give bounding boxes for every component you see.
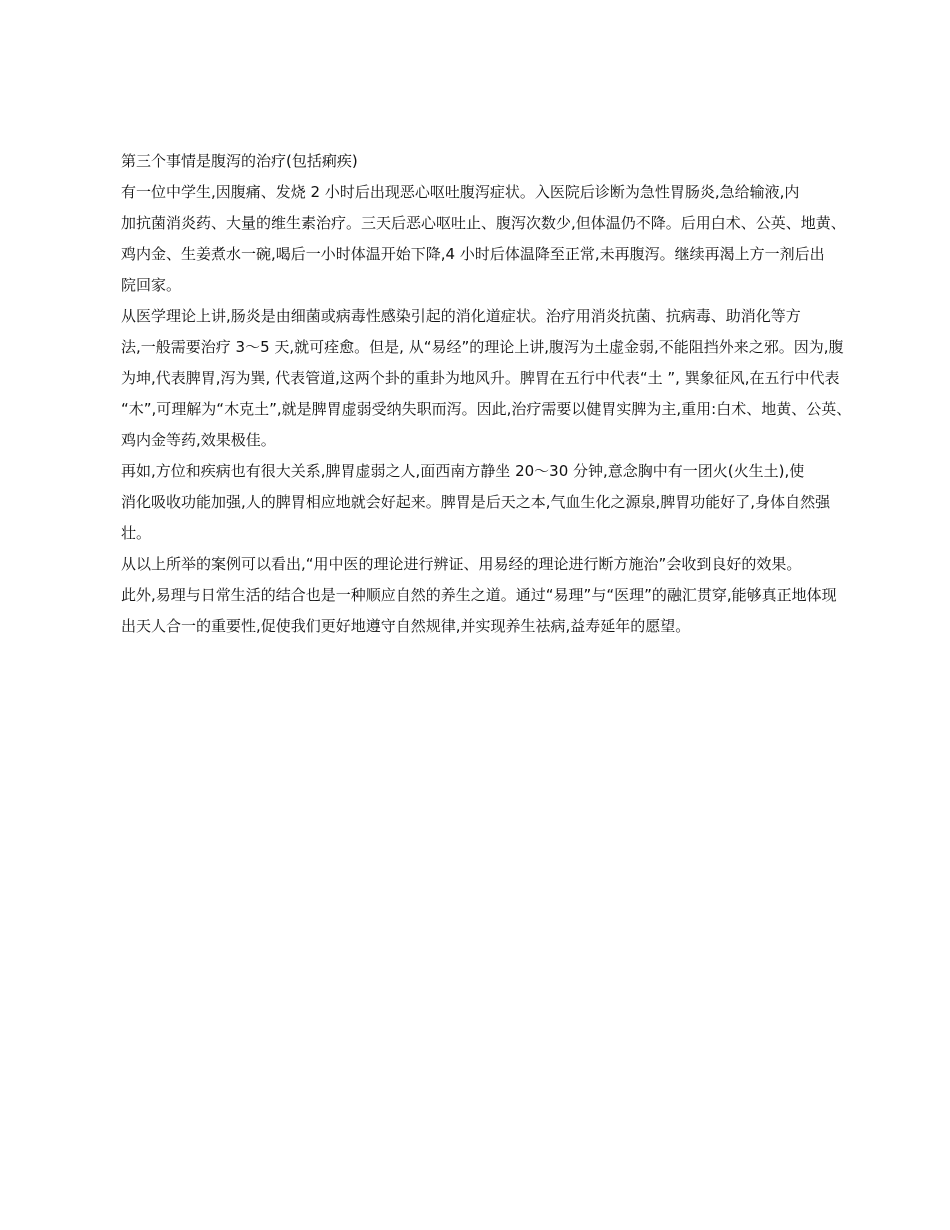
paragraph-line: 为坤,代表脾胃,泻为巽, 代表管道,这两个卦的重卦为地风升。脾胃在五行中代表“土 ”, 巽象征风,在五行中代表	[121, 369, 840, 387]
paragraph-line: “木”,可理解为“木克土”,就是脾胃虚弱受纳失职而泻。因此,治疗需要以健胃实脾为主,重用:白术、地黄、公英、	[121, 400, 852, 418]
paragraph-line: 再如,方位和疾病也有很大关系,脾胃虚弱之人,面西南方静坐 20～30 分钟,意念胸中有一团火(火生土),使	[121, 462, 805, 480]
paragraph-line: 此外,易理与日常生活的结合也是一种顺应自然的养生之道。通过“易理”与“医理”的融汇贯穿,能够真正地体现	[121, 586, 837, 604]
paragraph-line: 院回家。	[121, 276, 182, 294]
paragraph-line: 法,一般需要治疗 3～5 天,就可痊愈。但是, 从“易经”的理论上讲,腹泻为土虚金弱,不能阻挡外来之邪。因为,腹	[121, 338, 844, 356]
paragraph-line: 从以上所举的案例可以看出,“用中医的理论进行辨证、用易经的理论进行断方施治”会收到良好的效果。	[121, 555, 802, 573]
paragraph-3	[89, 301, 861, 456]
paragraph-line: 鸡内金、生姜煮水一碗,喝后一小时体温开始下降,4 小时后体温降至正常,未再腹泻。继续再渴上方一剂后出	[121, 245, 825, 263]
paragraph-line: 有一位中学生,因腹痛、发烧 2 小时后出现恶心呕吐腹泻症状。入医院后诊断为急性胃肠炎,急给输液,内	[121, 183, 800, 201]
paragraph-2	[89, 177, 861, 301]
paragraph-line: 消化吸收功能加强,人的脾胃相应地就会好起来。脾胃是后天之本,气血生化之源泉,脾胃功能好了,身体自然强	[121, 493, 831, 511]
paragraph-line: 出天人合一的重要性,促使我们更好地遵守自然规律,并实现养生祛病,益寿延年的愿望。	[121, 617, 691, 635]
paragraph-line: 第三个事情是腹泻的治疗(包括痢疾)	[121, 152, 358, 170]
paragraph-line: 鸡内金等药,效果极佳。	[121, 431, 276, 449]
paragraph-4	[89, 456, 861, 549]
paragraph-5	[89, 549, 861, 642]
paragraph-line: 壮。	[121, 524, 152, 542]
paragraph-line: 从医学理论上讲,肠炎是由细菌或病毒性感染引起的消化道症状。治疗用消炎抗菌、抗病毒、助消化等方	[121, 307, 801, 325]
document-body	[89, 146, 861, 642]
paragraph-line: 加抗菌消炎药、大量的维生素治疗。三天后恶心呕吐止、腹泻次数少,但体温仍不降。后用白术、公英、地黄、	[121, 214, 846, 232]
paragraph-1	[89, 146, 861, 177]
